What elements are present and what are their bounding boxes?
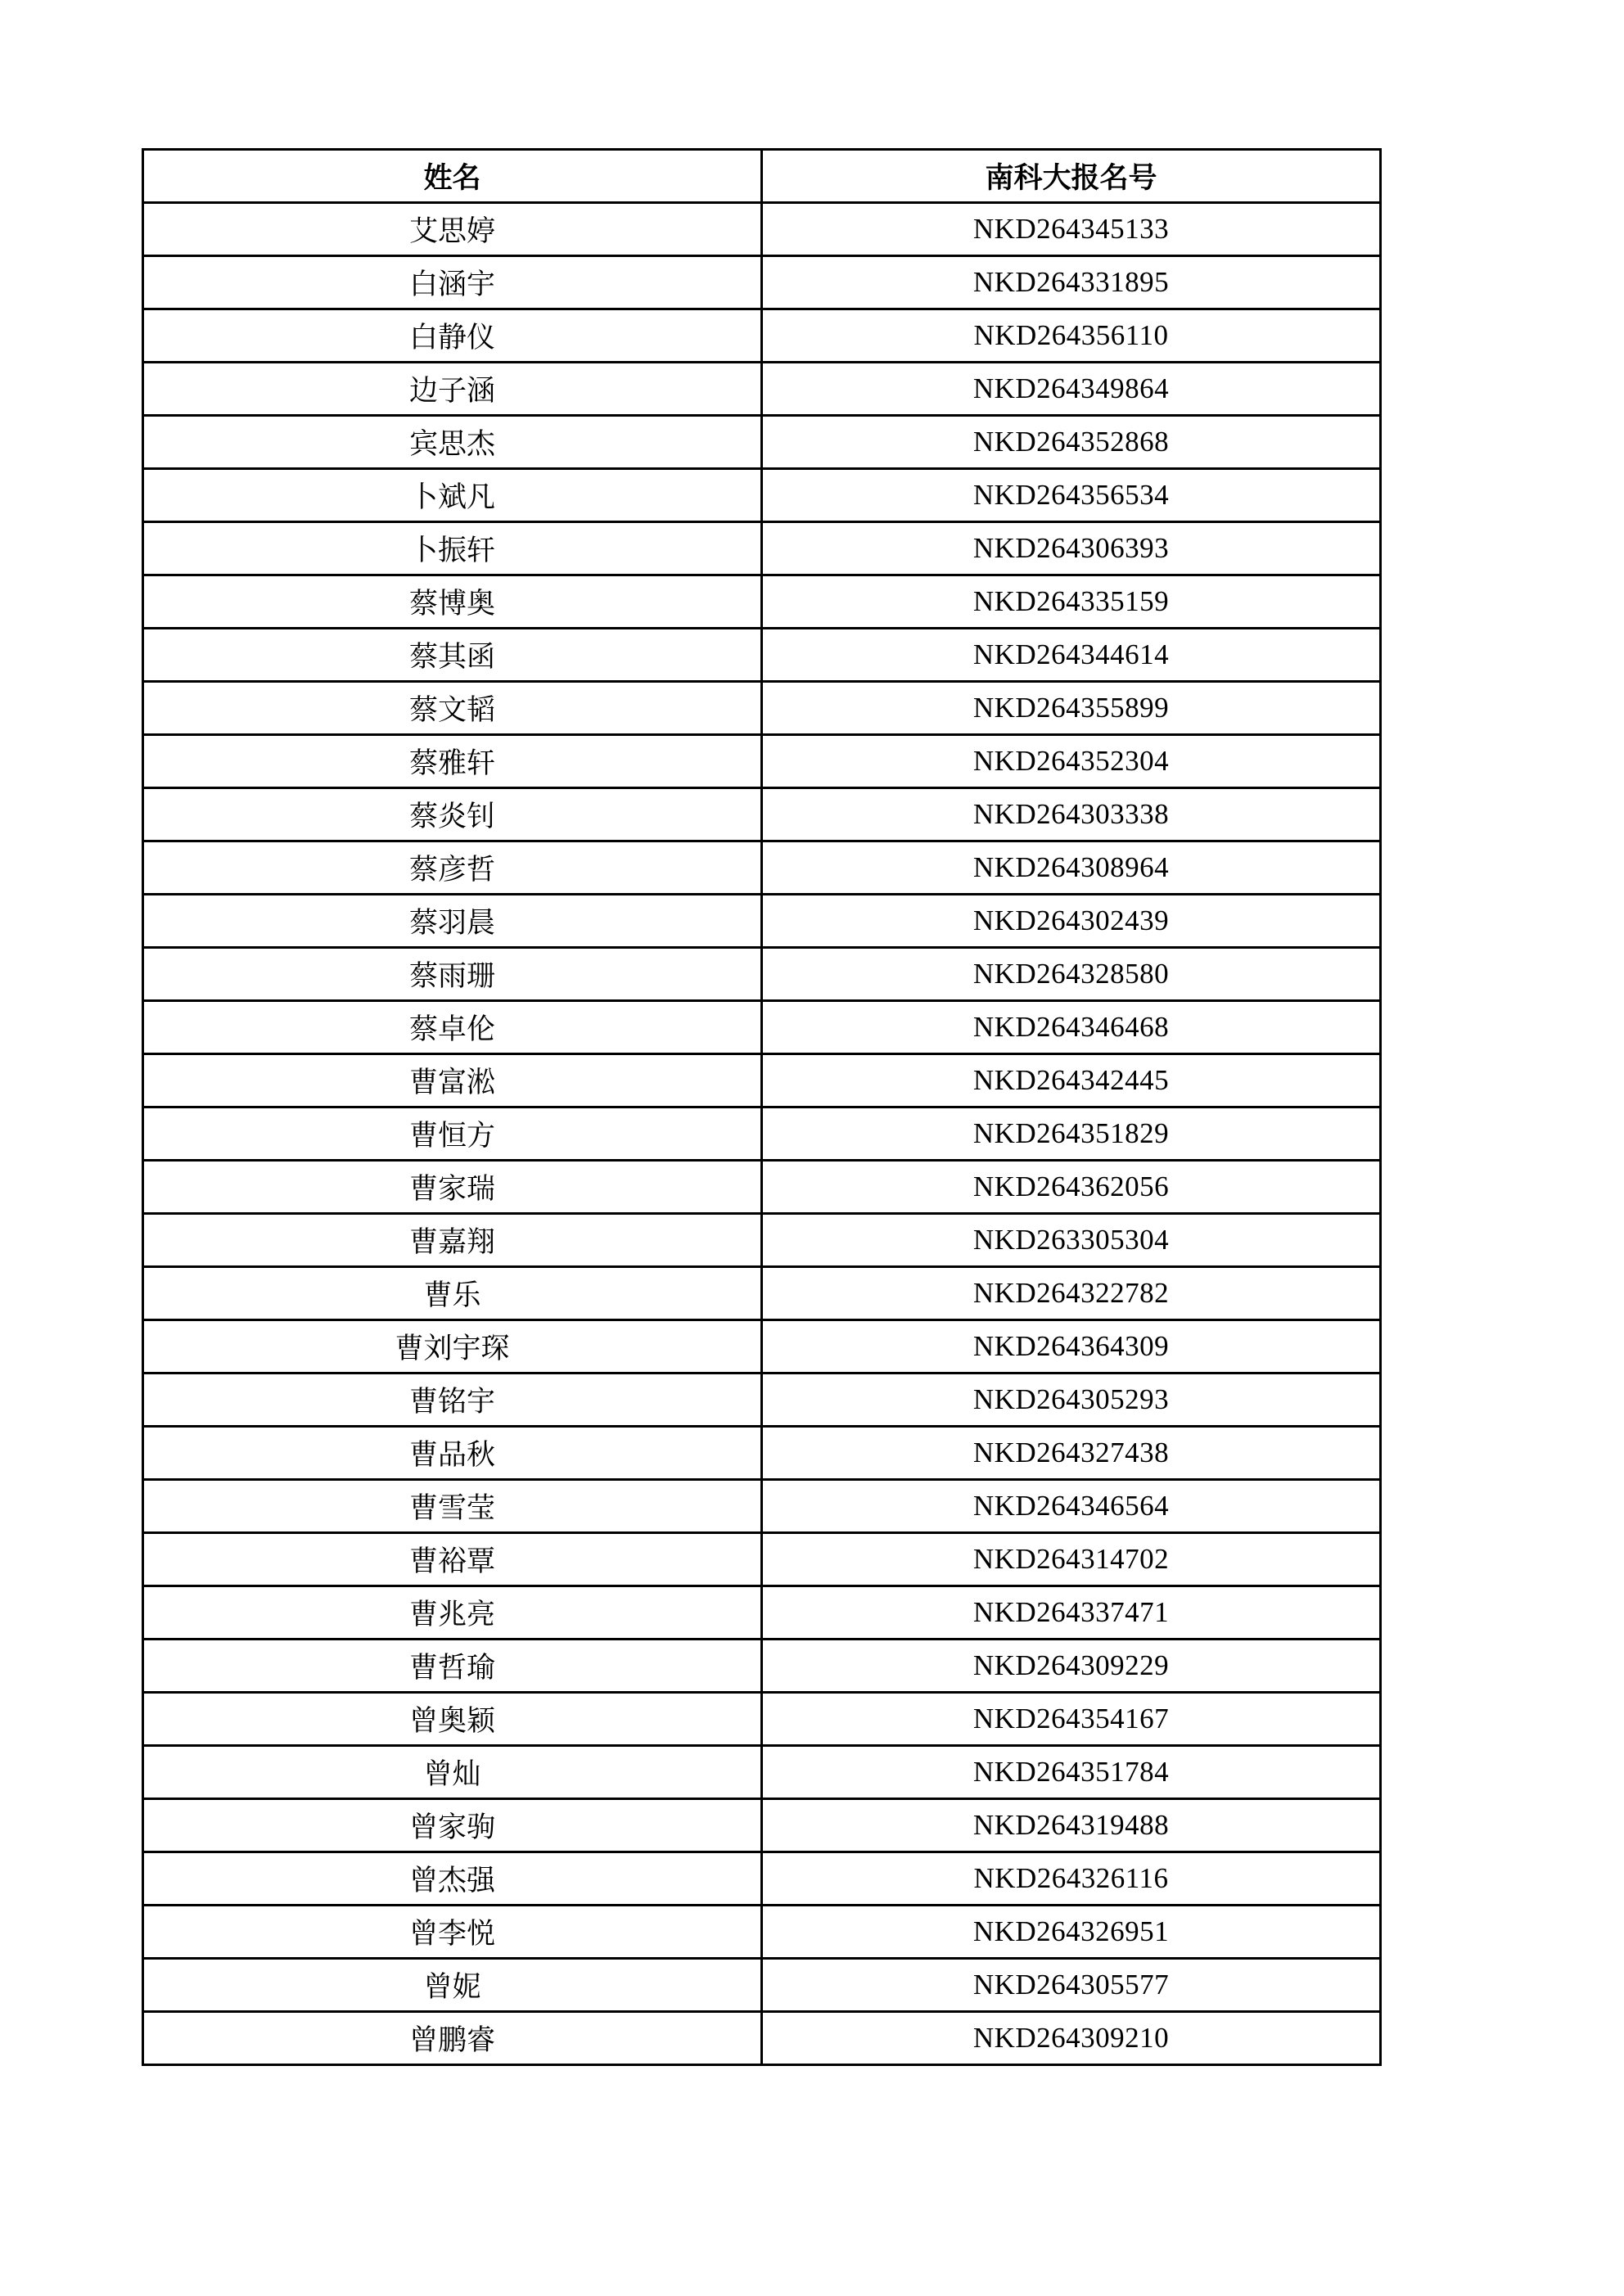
table-row — [143, 841, 1381, 895]
registration-number-cell: NKD264351829 — [762, 1107, 1381, 1161]
name-cell: 曾李悦 — [143, 1906, 762, 1959]
name-cell: 曾灿 — [143, 1746, 762, 1799]
table-row — [143, 682, 1381, 735]
registration-number-cell: NKD264351784 — [762, 1746, 1381, 1799]
registration-number-cell: NKD264356110 — [762, 309, 1381, 363]
table-row — [143, 309, 1381, 363]
table-row — [143, 256, 1381, 309]
name-cell: 曹恒方 — [143, 1107, 762, 1161]
name-cell: 卜振轩 — [143, 522, 762, 575]
name-cell: 蔡文韬 — [143, 682, 762, 735]
table-row — [143, 1640, 1381, 1693]
table-row — [143, 1320, 1381, 1374]
registration-number-cell: NKD264326951 — [762, 1906, 1381, 1959]
registration-number-cell: NKD264337471 — [762, 1586, 1381, 1640]
name-cell: 白静仪 — [143, 309, 762, 363]
table-row — [143, 1214, 1381, 1267]
name-cell: 曹雪莹 — [143, 1480, 762, 1533]
registration-number-cell: NKD263305304 — [762, 1214, 1381, 1267]
name-cell: 曹品秋 — [143, 1427, 762, 1480]
name-cell: 曹乐 — [143, 1267, 762, 1320]
name-cell: 艾思婷 — [143, 203, 762, 256]
table-row — [143, 1480, 1381, 1533]
table-row — [143, 1746, 1381, 1799]
name-cell: 宾思杰 — [143, 416, 762, 469]
name-cell: 蔡彦哲 — [143, 841, 762, 895]
registration-number-cell: NKD264309210 — [762, 2012, 1381, 2065]
table-row — [143, 1054, 1381, 1107]
table-row — [143, 469, 1381, 522]
table-row — [143, 522, 1381, 575]
table-row — [143, 629, 1381, 682]
registration-number-cell: NKD264355899 — [762, 682, 1381, 735]
name-cell: 曹兆亮 — [143, 1586, 762, 1640]
registration-number-cell: NKD264308964 — [762, 841, 1381, 895]
table-row — [143, 948, 1381, 1001]
registration-number-cell: NKD264346468 — [762, 1001, 1381, 1054]
table-row — [143, 1001, 1381, 1054]
registration-number-cell: NKD264335159 — [762, 575, 1381, 629]
column-header-name: 姓名 — [143, 150, 762, 203]
table-header-row — [143, 150, 1381, 203]
table-body — [143, 203, 1381, 2065]
table-row — [143, 203, 1381, 256]
name-cell: 曹裕覃 — [143, 1533, 762, 1586]
registration-number-cell: NKD264364309 — [762, 1320, 1381, 1374]
name-cell: 曾鹏睿 — [143, 2012, 762, 2065]
table-row — [143, 1267, 1381, 1320]
name-cell: 曹刘宇琛 — [143, 1320, 762, 1374]
registration-number-cell: NKD264302439 — [762, 895, 1381, 948]
registration-number-cell: NKD264327438 — [762, 1427, 1381, 1480]
table-row — [143, 1161, 1381, 1214]
registration-number-cell: NKD264314702 — [762, 1533, 1381, 1586]
registration-number-cell: NKD264352304 — [762, 735, 1381, 788]
registration-number-cell: NKD264328580 — [762, 948, 1381, 1001]
table-row — [143, 363, 1381, 416]
table-row — [143, 1107, 1381, 1161]
name-cell: 蔡其函 — [143, 629, 762, 682]
registration-number-cell: NKD264352868 — [762, 416, 1381, 469]
name-cell: 曾家驹 — [143, 1799, 762, 1852]
table-row — [143, 1852, 1381, 1906]
name-cell: 曾杰强 — [143, 1852, 762, 1906]
table-row — [143, 1906, 1381, 1959]
registration-number-cell: NKD264356534 — [762, 469, 1381, 522]
name-cell: 白涵宇 — [143, 256, 762, 309]
name-cell: 蔡博奥 — [143, 575, 762, 629]
name-cell: 蔡卓伦 — [143, 1001, 762, 1054]
registration-number-cell: NKD264362056 — [762, 1161, 1381, 1214]
table-row — [143, 735, 1381, 788]
name-cell: 蔡雅轩 — [143, 735, 762, 788]
name-cell: 曹家瑞 — [143, 1161, 762, 1214]
registration-number-cell: NKD264303338 — [762, 788, 1381, 841]
table-row — [143, 788, 1381, 841]
name-cell: 蔡雨珊 — [143, 948, 762, 1001]
registration-number-cell: NKD264345133 — [762, 203, 1381, 256]
registration-number-cell: NKD264319488 — [762, 1799, 1381, 1852]
name-cell: 曾妮 — [143, 1959, 762, 2012]
table-row — [143, 416, 1381, 469]
registration-number-cell: NKD264306393 — [762, 522, 1381, 575]
registration-number-cell: NKD264331895 — [762, 256, 1381, 309]
registration-number-cell: NKD264349864 — [762, 363, 1381, 416]
registration-number-cell: NKD264326116 — [762, 1852, 1381, 1906]
table-row — [143, 575, 1381, 629]
name-cell: 曹铭宇 — [143, 1374, 762, 1427]
registration-number-cell: NKD264342445 — [762, 1054, 1381, 1107]
column-header-registration-number: 南科大报名号 — [762, 150, 1381, 203]
name-cell: 曹哲瑜 — [143, 1640, 762, 1693]
name-cell: 卜斌凡 — [143, 469, 762, 522]
registration-number-cell: NKD264354167 — [762, 1693, 1381, 1746]
table-row — [143, 1427, 1381, 1480]
table-row — [143, 2012, 1381, 2065]
table-row — [143, 1533, 1381, 1586]
registration-number-cell: NKD264344614 — [762, 629, 1381, 682]
name-cell: 曹嘉翔 — [143, 1214, 762, 1267]
registration-number-cell: NKD264322782 — [762, 1267, 1381, 1320]
registration-number-cell: NKD264346564 — [762, 1480, 1381, 1533]
name-cell: 曹富淞 — [143, 1054, 762, 1107]
table-row — [143, 1693, 1381, 1746]
table-row — [143, 1959, 1381, 2012]
registration-number-cell: NKD264309229 — [762, 1640, 1381, 1693]
table-row — [143, 1586, 1381, 1640]
name-cell: 蔡炎钊 — [143, 788, 762, 841]
name-cell: 蔡羽晨 — [143, 895, 762, 948]
table-row — [143, 1374, 1381, 1427]
registration-table — [142, 148, 1382, 2066]
registration-number-cell: NKD264305293 — [762, 1374, 1381, 1427]
name-cell: 边子涵 — [143, 363, 762, 416]
registration-number-cell: NKD264305577 — [762, 1959, 1381, 2012]
name-cell: 曾奥颖 — [143, 1693, 762, 1746]
table-row — [143, 895, 1381, 948]
table-row — [143, 1799, 1381, 1852]
